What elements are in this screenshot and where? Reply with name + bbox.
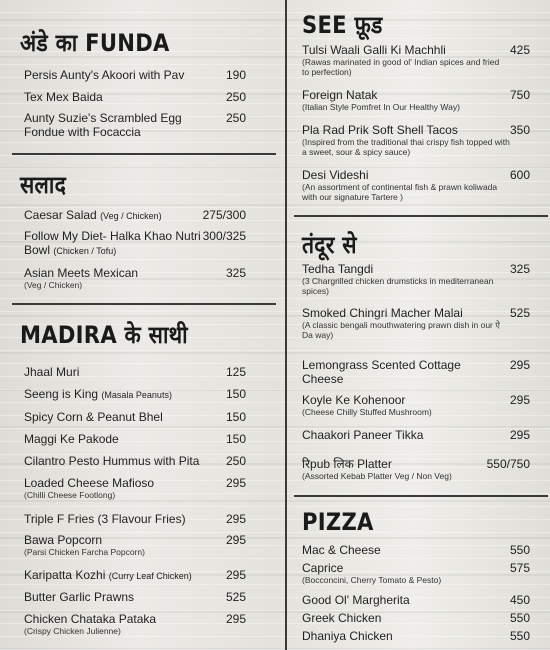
price-asian: 325 bbox=[225, 266, 246, 280]
price-bhel: 150 bbox=[225, 410, 246, 424]
price-caprice: 575 bbox=[509, 561, 530, 575]
menu-item-margherita: Good Ol' Margherita bbox=[302, 593, 410, 607]
column-divider bbox=[285, 0, 287, 650]
section-divider bbox=[294, 495, 548, 497]
price-natak: 750 bbox=[509, 88, 530, 102]
menu-item-akoori: Persis Aunty's Akoori with Pav bbox=[24, 68, 185, 82]
menu-item-platter: रिpub लिक Platter (Assorted Kebab Platter Veg / Non Veg) bbox=[302, 457, 452, 481]
price-chingri: 525 bbox=[509, 306, 530, 320]
price-suzie: 250 bbox=[225, 111, 246, 125]
menu-item-prawns: Butter Garlic Prawns bbox=[24, 590, 135, 604]
price-akoori: 190 bbox=[225, 68, 246, 82]
section-title-tandoor: तंदूर से bbox=[302, 231, 357, 259]
price-kozhi: 295 bbox=[225, 568, 246, 582]
menu-item-bawa: Bawa Popcorn (Parsi Chicken Farcha Popcorn) bbox=[24, 533, 145, 557]
price-jhaal: 125 bbox=[225, 365, 246, 379]
menu-item-chingri: Smoked Chingri Macher Malai (A classic bengali mouthwatering prawn dish in our ऐ Da way) bbox=[302, 306, 500, 340]
menu-item-maggi: Maggi Ke Pakode bbox=[24, 432, 119, 446]
price-videshi: 600 bbox=[509, 168, 530, 182]
price-kohenoor: 295 bbox=[509, 393, 530, 407]
section-divider bbox=[12, 303, 276, 305]
price-dhaniya: 550 bbox=[509, 629, 530, 643]
menu-item-seeng: Seeng is King (Masala Peanuts) bbox=[24, 387, 172, 401]
menu-item-greek: Greek Chicken bbox=[302, 611, 382, 625]
price-margherita: 450 bbox=[509, 593, 530, 607]
price-fries: 295 bbox=[225, 512, 246, 526]
menu-item-suzie: Aunty Suzie's Scrambled Egg Fondue with Focaccia bbox=[24, 111, 182, 139]
price-tangdi: 325 bbox=[509, 262, 530, 276]
menu-item-kozhi: Karipatta Kozhi (Curry Leaf Chicken) bbox=[24, 568, 192, 582]
section-title-salad: सलाद bbox=[20, 171, 67, 199]
menu-item-fries: Triple F Fries (3 Flavour Fries) bbox=[24, 512, 186, 526]
menu-item-mac: Mac & Cheese bbox=[302, 543, 381, 557]
price-bawa: 295 bbox=[225, 533, 246, 547]
section-title-funda: अंडे का FUNDA bbox=[20, 29, 170, 57]
menu-item-machhli: Tulsi Waali Galli Ki Machhli (Rawas marinated in good ol' Indian spices and fried to perfection) bbox=[302, 43, 500, 77]
menu-item-jhaal: Jhaal Muri bbox=[24, 365, 80, 379]
menu-item-tacos: Pla Rad Prik Soft Shell Tacos (Inspired from the traditional thai crispy fish topped with a sweet, sour & spicy sauce) bbox=[302, 123, 510, 157]
section-title-see-food: SEE फ़ूड bbox=[302, 11, 383, 39]
section-title-madira: MADIRA के साथी bbox=[20, 321, 188, 349]
section-divider bbox=[12, 153, 276, 155]
menu-item-bhel: Spicy Corn & Peanut Bhel bbox=[24, 410, 163, 424]
menu-item-hummus: Cilantro Pesto Hummus with Pita bbox=[24, 454, 200, 468]
price-hummus: 250 bbox=[225, 454, 246, 468]
price-chataka: 295 bbox=[225, 612, 246, 626]
menu-item-kohenoor: Koyle Ke Kohenoor (Cheese Chilly Stuffed Mushroom) bbox=[302, 393, 432, 417]
menu-item-dhaniya: Dhaniya Chicken bbox=[302, 629, 393, 643]
menu-item-lemongrass: Lemongrass Scented Cottage Cheese bbox=[302, 358, 461, 386]
menu-item-asian: Asian Meets Mexican (Veg / Chicken) bbox=[24, 266, 139, 290]
price-baida: 250 bbox=[225, 90, 246, 104]
price-lemongrass: 295 bbox=[509, 358, 530, 372]
price-prawns: 525 bbox=[225, 590, 246, 604]
menu-item-mafioso: Loaded Cheese Mafioso (Chilli Cheese Footlong) bbox=[24, 476, 155, 500]
price-platter: 550/750 bbox=[486, 457, 530, 471]
menu-item-baida: Tex Mex Baida bbox=[24, 90, 103, 104]
menu-item-tangdi: Tedha Tangdi (3 Chargrilled chicken drumsticks in mediterranean spices) bbox=[302, 262, 494, 296]
menu-item-videshi: Desi Videshi (An assortment of continental fish & prawn koliwada with our signature Tartere ) bbox=[302, 168, 498, 202]
price-tacos: 350 bbox=[509, 123, 530, 137]
price-machhli: 425 bbox=[509, 43, 530, 57]
menu-item-natak: Foreign Natak (Italian Style Pomfret In Our Healthy Way) bbox=[302, 88, 460, 112]
price-maggi: 150 bbox=[225, 432, 246, 446]
menu-item-caesar: Caesar Salad (Veg / Chicken) bbox=[24, 208, 162, 222]
price-diet: 300/325 bbox=[202, 229, 246, 243]
price-caesar: 275/300 bbox=[202, 208, 246, 222]
price-mafioso: 295 bbox=[225, 476, 246, 490]
price-mac: 550 bbox=[509, 543, 530, 557]
price-greek: 550 bbox=[509, 611, 530, 625]
menu-item-diet: Follow My Diet- Halka Khao Nutri Bowl (Chicken / Tofu) bbox=[24, 229, 201, 257]
menu-item-chaakori: Chaakori Paneer Tikka bbox=[302, 428, 424, 442]
price-seeng: 150 bbox=[225, 387, 246, 401]
section-title-pizza: PIZZA bbox=[302, 508, 374, 536]
section-divider bbox=[294, 215, 548, 217]
price-chaakori: 295 bbox=[509, 428, 530, 442]
menu-item-caprice: Caprice (Bocconcini, Cherry Tomato & Pesto) bbox=[302, 561, 442, 585]
menu-item-chataka: Chicken Chataka Pataka (Crispy Chicken Julienne) bbox=[24, 612, 157, 636]
